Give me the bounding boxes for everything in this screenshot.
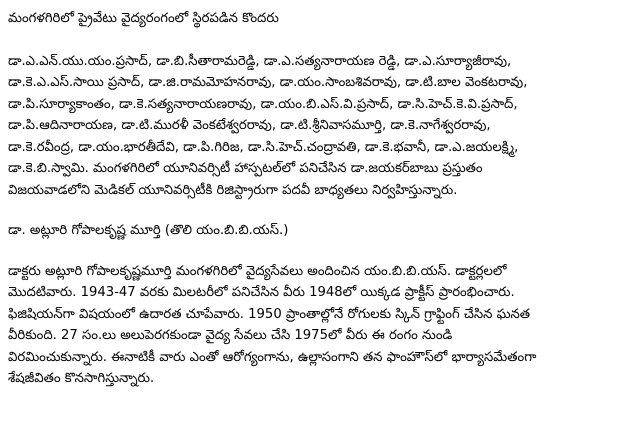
paragraph-line: డాక్టరు అట్లూరి గోపాలకృష్ణమూర్తి మంగళగిరిలో వైద్యసేవలు అందించిన యం.బి.బి.యస్. డాక్టర్లలలో (8, 263, 507, 279)
doctors-list-paragraph (8, 51, 635, 202)
subsection-heading: డా. అట్లూరి గోపాలకృష్ణ మూర్తి (తొలి యం.బి.బి.యస్.) (8, 223, 289, 238)
spacer (8, 242, 635, 261)
paragraph-line: శేషజీవితం కొనసాగిస్తున్నారు. (8, 371, 155, 386)
paragraph-line: మొదటివారు. 1943-47 వరకు మిలటరీలో పనిచేసిన వీరు 1948లో యిక్కడ ప్రాక్టీస్ ప్రారంభించారు. (8, 285, 515, 300)
paragraph-line: డా.ఎ.ఎన్.యు.యం.ప్రసాద్, డా.బి.సీతారామరెడ్డి, డా.ఎ.సత్యనారాయణ రెడ్డి, డా.ఎ.సూర్యాజీరావు, (8, 53, 512, 69)
paragraph-line: విజయవాడలోని మెడికల్ యూనివర్సిటీకి రిజిస్ట్రారుగా పదవీ బాధ్యతలు నిర్వహిస్తున్నారు. (8, 182, 458, 198)
spacer (8, 201, 635, 220)
paragraph-line: వీరికుంది. 27 సం.లు అలుపెరగకుండా వైద్య సేవలు చేసి 1975లో వీరు ఈ రంగం నుండి (8, 328, 453, 343)
paragraph-line: డా.పి.సూర్యాకాంతం, డా.కె.సత్యనారాయణరావు, డా.యం.బి.ఎస్.వి.ప్రసాద్, డా.సి.హెచ్.కె.వి.ప్రసాద్, (8, 96, 518, 112)
section-heading: మంగళగిరిలో ప్రైవేటు వైద్యరంగంలో స్థిరపడిన కొందరు (8, 11, 279, 26)
paragraph-line: డా.పి.ఆదినారాయణ, డా.టి.మురళీ వెంకటేశ్వరరావు, డా.టి.శ్రీనివాసమూర్తి, డా.కె.నాగేశ్వరరావు, (8, 118, 491, 133)
paragraph-line: డా.కె.రవీంద్ర, డా.యం.భారతీదేవి, డా.పి.గిరిజ, డా.సి.హెచ్.చంద్రావతి, డా.కె.భవానీ, డా.ఎ.జయలక్ష్మి, (8, 139, 519, 155)
paragraph-line: డా.కె.బి.స్వామి. మంగళగిరిలో యూనివర్సిటీ హాస్పటల్‌లో పనిచేసిన డా.జయకర్‌బాబు ప్రస్తుతం (8, 161, 483, 176)
paragraph-line: ఫిజిషియన్‌గా విషయంలో ఉదారత చూపేవారు. 1950 ప్రాంతాల్లోనే రోగులకు స్కిన్ గ్రాఫ్టింగ్ చేసిన ఘనత (8, 306, 531, 322)
paragraph-line: డా.కె.ఎ.ఎస్.సాయి ప్రసాద్, డా.జి.రామమోహనరావు, డా.యం.సాంబశివరావు, డా.టి.బాల వెంకటరావు, (8, 75, 528, 90)
paragraph-line: విరమించుకున్నారు. ఈనాటికీ వారు ఎంతో ఆరోగ్యంగాను, ఉల్లాసంగాని తన ఫాంహౌస్‌లో భార్యాసమేతంగా (8, 349, 537, 365)
spacer (8, 30, 635, 51)
biography-paragraph (8, 261, 635, 390)
